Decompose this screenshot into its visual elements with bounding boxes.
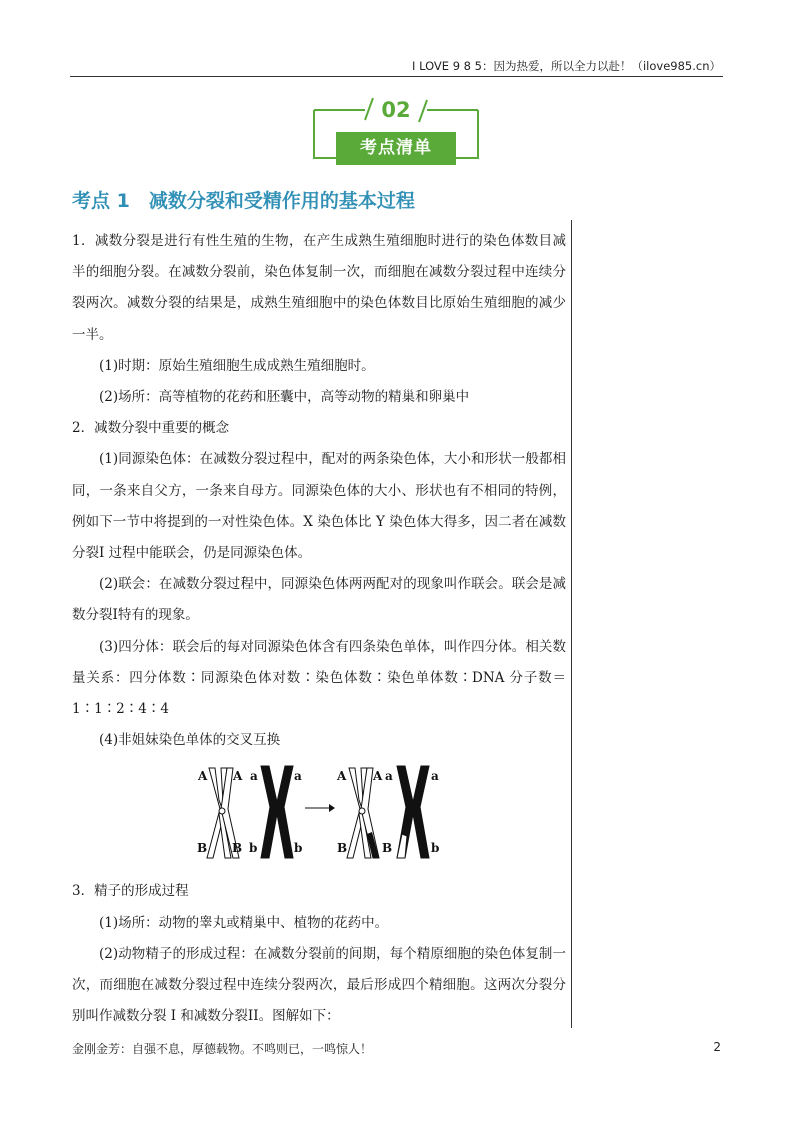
label-b-1: b	[249, 841, 258, 856]
label-A-3: A	[337, 769, 347, 784]
paragraph-1: 1．减数分裂是进行有性生殖的生物，在产生成熟生殖细胞时进行的染色体数目减半的细胞分裂。在减数分裂前，染色体复制一次，而细胞在减数分裂过程中连续分裂两次。减数分裂的结果是，成熟生殖细胞中的染色体数目比原始生殖细胞的减少一半。	[72, 233, 566, 343]
label-B-1: B	[197, 841, 208, 856]
label-a-3: a	[385, 769, 393, 784]
label-a-1: a	[250, 769, 258, 784]
paragraph-1-1: (1)时期：原始生殖细胞生成成熟生殖细胞时。	[99, 357, 375, 374]
label-B-3: B	[337, 841, 348, 856]
footer-motto: 金刚金芳：自强不息，厚德载物。不鸣则已，一鸣惊人！	[72, 1042, 373, 1056]
label-A-2: A	[233, 769, 243, 784]
label-B-2: B	[232, 841, 243, 856]
label-B-4: B	[382, 841, 393, 856]
paragraph-3: 3．精子的形成过程	[72, 883, 189, 900]
label-a-2: a	[294, 769, 302, 784]
label-a-4: a	[431, 769, 439, 784]
page-number: 2	[713, 1040, 721, 1054]
section-badge	[310, 94, 482, 174]
column-rule	[571, 220, 572, 1028]
paragraph-2: 2．减数分裂中重要的概念	[72, 420, 230, 437]
crossing-over-diagram	[72, 756, 566, 876]
section-title: 考点 1 减数分裂和受精作用的基本过程	[72, 190, 415, 212]
badge-number: 02	[381, 98, 411, 122]
label-A-1: A	[198, 769, 208, 784]
crossing-over-figure	[193, 762, 443, 872]
paragraph-1-2: (2)场所：高等植物的花药和胚囊中，高等动物的精巢和卵巢中	[99, 389, 470, 406]
content-body	[72, 226, 566, 1032]
label-A-4: A	[373, 769, 383, 784]
header-rule	[70, 76, 723, 77]
paragraph-2-4: (4)非姐妹染色单体的交叉互换	[99, 732, 281, 749]
header-text: I LOVE 9 8 5：因为热爱，所以全力以赴！（ilove985.cn）	[412, 59, 721, 73]
paragraph-2-1: (1)同源染色体：在减数分裂过程中，配对的两条染色体，大小和形状一般都相同，一条来自父方，一条来自母方。同源染色体的大小、形状也有不相同的特例，例如下一节中将提到的一对性染色体。X 染色体比 Y 染色体大得多，因二者在减数分裂I 过程中能联会，仍是同源染色体。	[72, 451, 566, 562]
badge-title: 考点清单	[336, 132, 456, 165]
paragraph-3-1: (1)场所：动物的睾丸或精巢中、植物的花药中。	[99, 914, 389, 931]
paragraph-2-3: (3)四分体：联会后的每对同源染色体含有四条染色单体，叫作四分体。相关数量关系：四分体数∶同源染色体对数∶染色体数∶染色单体数∶DNA 分子数＝1∶1∶2∶4∶4	[72, 638, 566, 718]
label-b-2: b	[294, 841, 303, 856]
paragraph-3-2: (2)动物精子的形成过程：在减数分裂前的间期，每个精原细胞的染色体复制一次，而细胞在减数分裂过程中连续分裂两次，最后形成四个精细胞。这两次分裂分别叫作减数分裂 I 和减数分裂II。图解如下：	[72, 945, 566, 1025]
paragraph-2-2: (2)联会：在减数分裂过程中，同源染色体两两配对的现象叫作联会。联会是减数分裂I特有的现象。	[72, 576, 566, 624]
label-b-3: b	[431, 841, 440, 856]
